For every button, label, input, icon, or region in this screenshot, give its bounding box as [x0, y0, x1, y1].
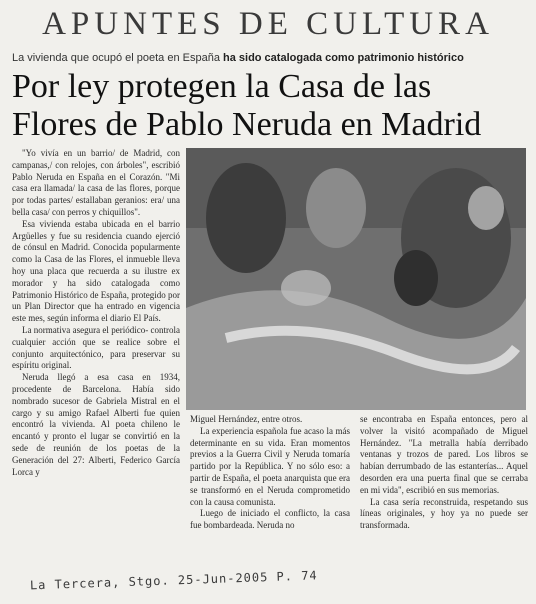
paragraph: Neruda llegó a esa casa en 1934, procedente de Barcelona. Había sido nombrado sucesor de Gabriela Mistral en el cargo y su amigo Rafael Alberti fue quien encontró la vivienda. Al poeta chileno le encantó y pronto el lugar se convirtió en la sede de reunión de los poetas de la Generación del 27: Alberti, Federico García Lorca y	[12, 372, 180, 477]
paragraph: La casa sería reconstruida, respetando sus líneas originales, y hoy ya no puede ser transformada.	[360, 496, 528, 531]
paragraph: Luego de iniciado el conflicto, la casa fue bombardeada. Neruda no	[190, 508, 350, 531]
article-photo	[186, 148, 526, 410]
paragraph: La experiencia española fue acaso la más determinante en su vida. Eran momentos previos a la Guerra Civil y Neruda tomaría partido por la República. Y no sólo eso: a partir de España, el poeta anarquista que era se transformó en el Neruda comprometido con la causa comunista.	[190, 425, 350, 507]
kicker-line	[12, 52, 532, 64]
paragraph: Esa vivienda estaba ubicada en el barrio Argüelles y fue su residencia cuando ejerció de cónsul en Madrid. Conocida popularmente como la Casa de las Flores, el inmueble lleva hoy una placa que recuerda a su ilustre ex morador y ha sido catalogada como Patrimonio Histórico de España, protegido por un Plan Director que ha entrado en vigencia este mes, según informa el diario El País.	[12, 218, 180, 324]
article-column-2	[190, 414, 350, 574]
headline-line-1: Por ley protegen la Casa de las	[12, 68, 432, 105]
paragraph: La normativa asegura el periódico- controla cualquier acción que se realice sobre el conjunto arquitectónico, para preservar su espíritu original.	[12, 324, 180, 371]
section-title: APUNTES DE CULTURA	[42, 6, 494, 42]
headline	[12, 68, 532, 144]
handwritten-source-note: La Tercera, Stgo. 25-Jun-2005 P. 74	[29, 568, 318, 593]
paragraph: se encontraba en España entonces, pero al volver la visitó acompañado de Miguel Hernández. "La metralla había derribado ventanas y trozos de pared. Los libros se habían derrumbado de las estanterías... Aquel desorden era una puerta final que se cerraba en mi vida", escribió en sus memorias.	[360, 414, 528, 495]
paragraph: "Yo vivía en un barrio/ de Madrid, con campanas,/ con relojes, con árboles", escribió Pablo Neruda en España en el Corazón. "Mi casa era llamada/ la casa de las flores, porque por todas partes/ estallaban geranios: era/ una bella casa/ con perros y chiquillos".	[12, 148, 180, 217]
photo-illustration	[186, 148, 526, 410]
article-column-1	[12, 148, 180, 588]
paragraph: Miguel Hernández, entre otros.	[190, 414, 303, 424]
article-column-3	[360, 414, 528, 574]
kicker-bold: ha sido catalogada como patrimonio histórico	[223, 52, 464, 64]
kicker-text: La vivienda que ocupó el poeta en España	[12, 52, 223, 64]
headline-line-2: Flores de Pablo Neruda en Madrid	[12, 106, 482, 143]
